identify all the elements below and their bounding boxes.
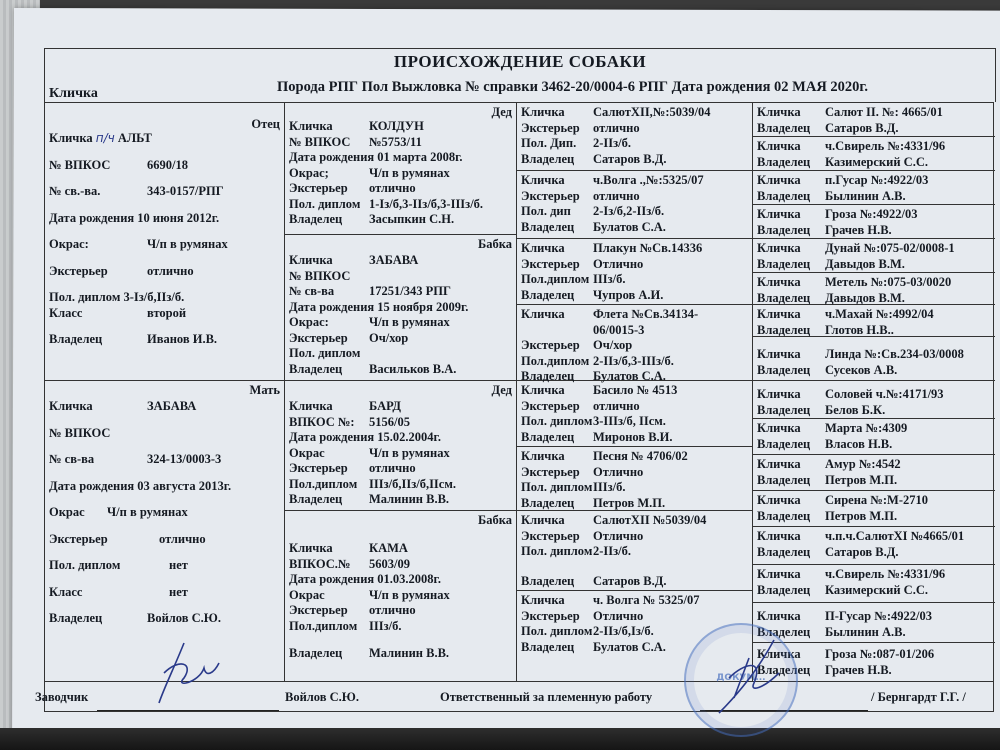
field-label: Кличка	[757, 207, 801, 221]
field-value: Отлично	[593, 464, 644, 479]
table-surface	[0, 728, 1000, 750]
field-value: IIIз/б.	[593, 272, 626, 286]
field-value: Ч/п в румянах	[369, 587, 450, 602]
field-label: Владелец	[757, 508, 811, 523]
field-value: IIIз/б.	[593, 480, 626, 494]
field-value: Отлично	[593, 608, 644, 623]
great-grandparents-column	[517, 103, 753, 681]
field-value: СалютXII,№:5039/04	[593, 105, 711, 119]
field-value: 2-IIз/б,Iз/б.	[593, 624, 654, 638]
field-value: Петров М.П.	[593, 495, 666, 510]
field-value: Васильков В.А.	[369, 361, 457, 376]
field-label: Кличка	[757, 173, 801, 187]
field-label: Кличка	[757, 493, 801, 507]
field-label: Владелец	[521, 639, 575, 654]
field-label: Владелец	[521, 495, 575, 510]
field-label: № св-ва	[289, 284, 335, 298]
field-value: Амур №:4542	[825, 457, 901, 471]
great-grandparent-cell	[517, 511, 752, 591]
ancestor-cell	[753, 565, 995, 603]
field-label: № ВПКОС	[289, 268, 351, 283]
field-label: Владелец	[289, 212, 343, 226]
dog-header	[44, 76, 996, 102]
field-label: № ВПКОС	[289, 134, 351, 149]
great-grandparent-cell	[517, 171, 752, 239]
field-label: Пол. диплом	[289, 346, 361, 360]
field-value: отлично	[369, 461, 416, 475]
handwritten-note: п/ч	[95, 131, 115, 145]
stamp-text: ДОКУМ...	[716, 673, 766, 683]
field-label: Кличка	[521, 513, 565, 527]
father-cert: 343-0157/РПГ	[147, 184, 224, 198]
field-label: Владелец	[757, 188, 811, 203]
field-value: отлично	[593, 120, 640, 135]
field-value: Давыдов В.М.	[825, 256, 905, 271]
field-value: СалютXII №5039/04	[593, 513, 707, 527]
field-label: Кличка	[289, 119, 333, 133]
field-label: Пол.диплом	[289, 476, 358, 491]
mother-nickname: ЗАБАВА	[147, 399, 197, 413]
field-label: Владелец	[757, 362, 811, 377]
field-label: Окрас:	[289, 315, 329, 329]
field-label: Кличка	[49, 131, 93, 145]
mother-cert: 324-13/0003-3	[147, 452, 222, 466]
field-label: Пол. диплом	[521, 544, 593, 558]
field-label: Класс	[49, 305, 83, 320]
ancestor-cell	[753, 455, 995, 491]
field-label: Дата рождения 01 марта 2008г.	[289, 150, 463, 164]
field-label: Владелец	[49, 332, 103, 346]
field-label: Кличка	[757, 275, 801, 289]
field-label: Кличка	[521, 105, 565, 119]
field-label: Кличка	[521, 241, 565, 255]
field-label: Пол. дип	[521, 204, 571, 218]
mother-exterior: отлично	[159, 531, 206, 546]
field-value: Отлично	[593, 528, 644, 543]
field-value: Басило № 4513	[593, 383, 678, 397]
field-value: П-Гусар №:4922/03	[825, 609, 932, 623]
mother-owner: Войлов С.Ю.	[147, 611, 221, 625]
field-label: Владелец	[757, 472, 811, 487]
field-value: Плакун №Св.14336	[593, 241, 703, 255]
great-grandparent-cell	[517, 447, 752, 511]
field-value: Сусеков А.В.	[825, 362, 898, 377]
field-value: ч.Свирель №:4331/96	[825, 139, 946, 153]
breeder-label: Заводчик	[35, 690, 89, 704]
field-value: отлично	[593, 188, 640, 203]
ancestor-cell	[753, 337, 995, 381]
field-value: 5156/05	[369, 414, 410, 429]
field-label: Пол. диплом	[521, 480, 593, 494]
mother-birth: Дата рождения 03 августа 2013г.	[49, 478, 232, 493]
field-label: Кличка	[757, 387, 801, 401]
mother-class: нет	[169, 584, 188, 599]
field-value: 2-IIз/б.	[593, 544, 632, 558]
field-value: 17251/343 РПГ	[369, 284, 451, 298]
great-grandparent-cell	[517, 305, 752, 381]
field-value: ч.Свирель №:4331/96	[825, 567, 946, 581]
field-label: Владелец	[757, 322, 811, 337]
field-value: Чупров А.И.	[593, 287, 664, 302]
field-label: Кличка	[289, 253, 333, 267]
field-label: Пол. диплом	[521, 414, 593, 428]
great-grandparent-cell	[517, 103, 752, 171]
field-value: Ч/п в румянах	[369, 165, 450, 180]
field-label: Владелец	[521, 287, 575, 302]
ancestor-cell	[753, 273, 995, 305]
nickname-label: Кличка	[49, 86, 98, 101]
field-label: Владелец	[521, 219, 575, 234]
field-label: Кличка	[757, 609, 801, 623]
field-value: Ч/п в румянах	[369, 315, 450, 329]
breeder-name: Войлов С.Ю.	[285, 690, 359, 704]
field-value: Глотов Н.В..	[825, 322, 894, 337]
field-value: ч.п.ч.СалютXI №4665/01	[825, 529, 965, 543]
field-label: Пол. Дип.	[521, 136, 577, 150]
field-label: Владелец	[521, 151, 575, 166]
field-value: Петров М.П.	[825, 508, 898, 523]
field-label: Экстерьер	[289, 461, 348, 475]
field-value: Белов Б.К.	[825, 402, 886, 417]
document-title: ПРОИСХОЖДЕНИЕ СОБАКИ	[44, 48, 996, 77]
father-class: второй	[147, 305, 187, 320]
field-value: IIIз/б,IIз/б,IIсм.	[369, 476, 456, 491]
great-grandparent-cell	[517, 239, 752, 305]
grandparent-cell	[285, 381, 516, 511]
field-value: Линда №:Св.234-03/0008	[825, 347, 964, 361]
grandparent-cell	[285, 511, 516, 683]
field-label: Владелец	[757, 154, 811, 169]
field-label: Кличка	[521, 383, 565, 397]
field-value: 2-IIз/б,3-IIIз/б.	[593, 353, 674, 368]
parents-column	[45, 103, 285, 681]
field-value: Былинин А.В.	[825, 624, 906, 639]
relation-label: Отец	[251, 117, 280, 131]
field-value: ч.Махай №:4992/04	[825, 307, 934, 321]
field-label: Кличка	[289, 541, 333, 555]
field-label: Кличка	[757, 105, 801, 119]
field-label: Экстерьер	[521, 256, 580, 271]
field-label: Экстерьер	[521, 608, 580, 623]
field-label: Кличка	[521, 449, 565, 463]
field-value: Миронов В.И.	[593, 429, 673, 444]
father-exterior: отлично	[147, 263, 194, 278]
field-value: Казимерский С.С.	[825, 154, 928, 169]
relation-label: Бабка	[477, 513, 512, 527]
field-value: КОЛДУН	[369, 119, 424, 133]
field-value: Власов Н.В.	[825, 436, 893, 451]
field-label: Кличка	[757, 241, 801, 255]
field-value: 5603/09	[369, 556, 410, 571]
relation-label: Бабка	[477, 237, 512, 251]
field-value: КАМА	[369, 541, 408, 555]
field-value: 3-IIIз/б, IIсм.	[593, 414, 666, 428]
field-label: Класс	[49, 584, 83, 599]
field-value: Петров М.П.	[825, 472, 898, 487]
field-label: ВПКОС.№	[289, 556, 351, 571]
field-value: Оч/хор	[369, 330, 409, 345]
field-label: Окрас:	[49, 237, 89, 251]
field-label: Экстерьер	[49, 531, 108, 546]
field-label: Окрас	[289, 445, 325, 460]
great-grandparent-cell	[517, 381, 752, 447]
field-label: Дата рождения 01.03.2008г.	[289, 572, 441, 586]
field-value: Засыпкин С.Н.	[369, 212, 455, 226]
field-label: Кличка	[757, 307, 801, 321]
field-label: Экстерьер	[521, 338, 580, 352]
field-value: 2-IIз/б.	[593, 136, 632, 150]
grandparent-cell	[285, 235, 516, 381]
generation-4-column	[753, 103, 995, 681]
field-label: Владелец	[757, 256, 811, 271]
relation-label: Дед	[491, 383, 512, 397]
ancestor-cell	[753, 239, 995, 273]
field-value: Сатаров В.Д.	[593, 151, 667, 166]
field-label: № ВПКОС	[49, 425, 111, 440]
field-label: Кличка	[521, 173, 565, 187]
field-label: Экстерьер	[521, 464, 580, 479]
field-value: Грачев Н.В.	[825, 222, 892, 237]
field-label: Владелец	[289, 646, 343, 660]
father-owner: Иванов И.В.	[147, 332, 218, 346]
father-vpkos: 6690/18	[147, 157, 188, 172]
field-label: Окрас	[289, 587, 325, 602]
field-label: Кличка	[757, 529, 801, 543]
father-diploma: Пол. диплом 3-Iз/б,IIз/б.	[49, 290, 185, 304]
field-label: Кличка	[757, 457, 801, 471]
ancestor-cell	[753, 603, 995, 643]
responsible-signature	[704, 638, 794, 718]
field-label: ВПКОС №:	[289, 414, 355, 429]
field-label: Экстерьер	[49, 263, 108, 278]
field-value: Былинин А.В.	[825, 188, 906, 203]
responsible-label: Ответственный за племенную работу	[440, 690, 653, 704]
field-value: №5753/11	[369, 134, 422, 149]
ancestor-cell	[753, 137, 995, 171]
field-label: Пол.диплом	[521, 353, 590, 368]
field-label: Кличка	[757, 139, 801, 153]
field-label: Владелец	[757, 120, 811, 135]
field-label: Кличка	[49, 399, 93, 413]
field-value: ч.Волга .,№:5325/07	[593, 173, 704, 187]
field-label: Владелец	[757, 290, 811, 305]
field-label: № св-ва	[49, 452, 95, 466]
field-label: Кличка	[757, 567, 801, 581]
field-value: Метель №:075-03/0020	[825, 275, 952, 289]
ancestor-cell	[753, 527, 995, 565]
field-value: Казимерский С.С.	[825, 582, 928, 597]
field-value: 2-Iз/б,2-IIз/б.	[593, 204, 665, 218]
field-label: Экстерьер	[289, 330, 348, 345]
field-label: Владелец	[757, 436, 811, 451]
father-color: Ч/п в румянах	[147, 237, 228, 251]
field-value: IIIз/б.	[369, 618, 402, 633]
field-label: № св.-ва.	[49, 184, 101, 198]
relation-label: Дед	[491, 105, 512, 119]
field-label: Кличка	[521, 307, 565, 321]
ancestor-cell	[753, 103, 995, 137]
father-nickname: АЛЬТ	[117, 131, 152, 145]
field-value: Ч/п в румянах	[369, 445, 450, 460]
field-label: Пол. диплом	[49, 558, 121, 572]
field-label: Владелец	[521, 429, 575, 444]
father-birth: Дата рождения 10 июня 2012г.	[49, 210, 220, 225]
field-value: Давыдов В.М.	[825, 290, 905, 305]
field-label: Владелец	[757, 222, 811, 237]
field-label: Окрас;	[289, 165, 329, 180]
field-label: Владелец	[757, 624, 811, 639]
field-value: Сатаров В.Д.	[593, 573, 667, 588]
field-label: Окрас	[49, 505, 85, 519]
field-label: Кличка	[757, 421, 801, 435]
field-label: Кличка	[757, 647, 801, 661]
ancestor-cell	[753, 171, 995, 205]
field-value: Соловей ч.№:4171/93	[825, 387, 944, 401]
field-value: Песня № 4706/02	[593, 449, 688, 463]
field-label: Владелец	[289, 492, 343, 506]
mother-diploma: нет	[169, 558, 188, 572]
field-label: Дата рождения 15 ноября 2009г.	[289, 299, 469, 314]
field-label: Владелец	[521, 573, 575, 588]
field-value: п.Гусар №:4922/03	[825, 173, 929, 187]
field-label: Дата рождения 15.02.2004г.	[289, 430, 441, 444]
field-label: Кличка	[521, 593, 565, 607]
dog-info: Порода РПГ Пол Выжловка № справки 3462-20/0004-6 РПГ Дата рождения 02 МАЯ 2020г.	[277, 79, 868, 95]
field-label: Пол. диплом	[289, 196, 361, 211]
grandparent-cell	[285, 103, 516, 235]
field-value: 1-Iз/б,3-IIз/б,3-IIIз/б.	[369, 196, 484, 211]
field-value: отлично	[593, 398, 640, 413]
field-label: № ВПКОС	[49, 157, 111, 172]
field-value: Булатов С.А.	[593, 219, 666, 234]
field-label: Экстерьер	[521, 528, 580, 543]
field-label: Владелец	[757, 582, 811, 597]
field-label: Кличка	[289, 399, 333, 413]
field-value: Сатаров В.Д.	[825, 120, 899, 135]
field-label: Владелец	[757, 544, 811, 559]
field-label: Владелец	[521, 369, 575, 383]
field-label: Экстерьер	[289, 603, 348, 617]
field-value: ЗАБАВА	[369, 253, 419, 267]
field-value: Малинин В.В.	[369, 646, 450, 660]
relation-label: Мать	[249, 383, 280, 397]
field-value: Салют II. №: 4665/01	[825, 105, 943, 119]
field-label: Владелец	[757, 402, 811, 417]
field-label: Экстерьер	[521, 398, 580, 413]
field-value: Грачев Н.В.	[825, 662, 892, 677]
field-label: Экстерьер	[521, 188, 580, 203]
field-label: Пол.диплом	[289, 618, 358, 633]
field-value: Малинин В.В.	[369, 492, 450, 506]
field-label: Владелец	[49, 611, 103, 625]
field-value: Флета №Св.34134-06/0015-3	[593, 307, 699, 337]
field-value: Оч/хор	[593, 338, 633, 352]
field-value: Гроза №:4922/03	[825, 207, 918, 221]
ancestor-cell	[753, 305, 995, 337]
field-value: отлично	[369, 603, 416, 617]
field-value: Гроза №:087-01/206	[825, 647, 935, 661]
ancestor-cell	[753, 491, 995, 527]
field-label: Кличка	[757, 347, 801, 361]
field-value: ч. Волга № 5325/07	[593, 593, 700, 607]
pedigree-grid	[44, 102, 994, 682]
grandparents-column	[285, 103, 517, 681]
field-value: Отлично	[593, 256, 644, 271]
field-value: Сирена №:М-2710	[825, 493, 928, 507]
ancestor-cell	[753, 419, 995, 455]
field-label: Владелец	[289, 361, 343, 376]
field-value: Булатов С.А.	[593, 639, 666, 654]
field-value: Булатов С.А.	[593, 369, 666, 383]
field-label: Экстерьер	[289, 181, 348, 195]
ancestor-cell	[753, 381, 995, 419]
field-label: Владелец	[757, 662, 811, 677]
field-label: Пол. диплом	[521, 624, 593, 638]
field-label: Экстерьер	[521, 120, 580, 135]
field-value: БАРД	[369, 399, 402, 413]
field-label: Пол.диплом	[521, 272, 590, 286]
breeder-signature	[144, 638, 224, 708]
field-value: Дунай №:075-02/0008-1	[825, 241, 955, 255]
ancestor-cell	[753, 205, 995, 239]
field-value: отлично	[369, 181, 416, 195]
mother-color: Ч/п в румянах	[107, 505, 188, 519]
responsible-name: / Бернгардт Г.Г. /	[871, 690, 966, 704]
field-value: Марта №:4309	[825, 421, 908, 435]
field-value: Сатаров В.Д.	[825, 544, 899, 559]
father-cell	[45, 103, 284, 381]
